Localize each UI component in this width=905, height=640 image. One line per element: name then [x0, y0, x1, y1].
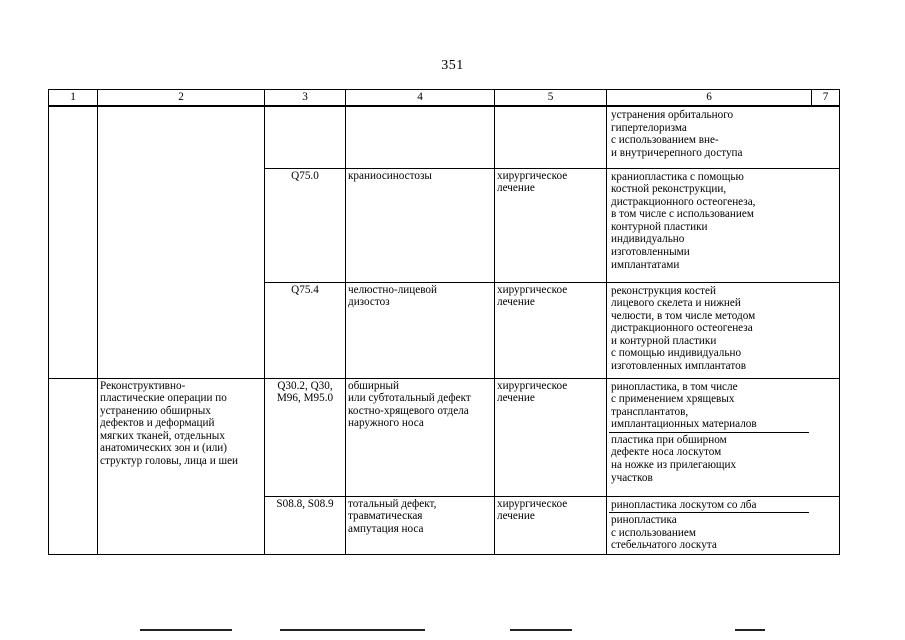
column-header-1: 1: [49, 90, 98, 107]
table-row: [49, 106, 840, 168]
cell-methods: [607, 378, 840, 496]
cell-diagnosis: челюстно-лицевой дизостоз: [346, 282, 495, 378]
cell-methods: [607, 106, 840, 168]
column-header-4: 4: [346, 90, 495, 107]
cell-methods: [607, 496, 840, 554]
cell-treatment: хирургическое лечение: [495, 496, 607, 554]
cell-code: S08.8, S08.9: [265, 496, 346, 554]
column-header-2: 2: [98, 90, 265, 107]
cell-diagnosis: [346, 106, 495, 168]
cell-methods: [607, 168, 840, 282]
page-number: 351: [441, 58, 464, 73]
cell-number: [49, 106, 98, 378]
page-edge-lines: [0, 629, 905, 633]
cell-group-name: Реконструктивно- пластические операции по устранению обширных дефектов и деформаций мягких тканей, отдельных анатомических зон и (или) структур головы, лица и шеи: [98, 378, 265, 554]
cell-number: [49, 378, 98, 554]
cell-diagnosis: тотальный дефект, травматическая ампутация носа: [346, 496, 495, 554]
column-header-6: 6: [607, 90, 812, 107]
cell-code: [265, 106, 346, 168]
method-item: краниопластика с помощью костной реконструкции, дистракционного остеогенеза, в том числе с использованием контурной пластики индивидуально изготовленными имплантатами: [611, 170, 756, 271]
cell-treatment: [495, 106, 607, 168]
column-header-5: 5: [495, 90, 607, 107]
column-header-3: 3: [265, 90, 346, 107]
header-row: [49, 90, 840, 107]
cell-code: Q75.4: [265, 282, 346, 378]
method-item: ринопластика, в том числе с применением хрящевых трансплантатов, имплантационных материалов: [609, 380, 809, 433]
cell-treatment: хирургическое лечение: [495, 378, 607, 496]
cell-treatment: хирургическое лечение: [495, 168, 607, 282]
method-item: устранения орбитального гипертелоризма с использованием вне- и внутричерепного доступа: [611, 109, 743, 159]
table-row: [49, 378, 840, 496]
method-item: пластика при обширном дефекте носа лоскутом на ножке из прилегающих участков: [611, 433, 737, 484]
cell-code: Q75.0: [265, 168, 346, 282]
method-item: реконструкция костей лицевого скелета и нижней челюсти, в том числе методом дистракционного остеогенеза и контурной пластики с помощью индивидуально изготовленных имплантатов: [611, 284, 756, 373]
cell-treatment: хирургическое лечение: [495, 282, 607, 378]
cell-diagnosis: обширный или субтотальный дефект костно-хрящевого отдела наружного носа: [346, 378, 495, 496]
cell-diagnosis: краниосиностозы: [346, 168, 495, 282]
column-header-7: 7: [812, 90, 840, 107]
method-item: ринопластика с использованием стебельчатого лоскута: [611, 514, 717, 552]
method-item: ринопластика лоскутом со лба: [609, 498, 809, 514]
cell-methods: [607, 282, 840, 378]
cell-code: Q30.2, Q30, M96, M95.0: [265, 378, 346, 496]
cell-group-name: [98, 106, 265, 378]
medical-procedures-table: [48, 89, 840, 555]
